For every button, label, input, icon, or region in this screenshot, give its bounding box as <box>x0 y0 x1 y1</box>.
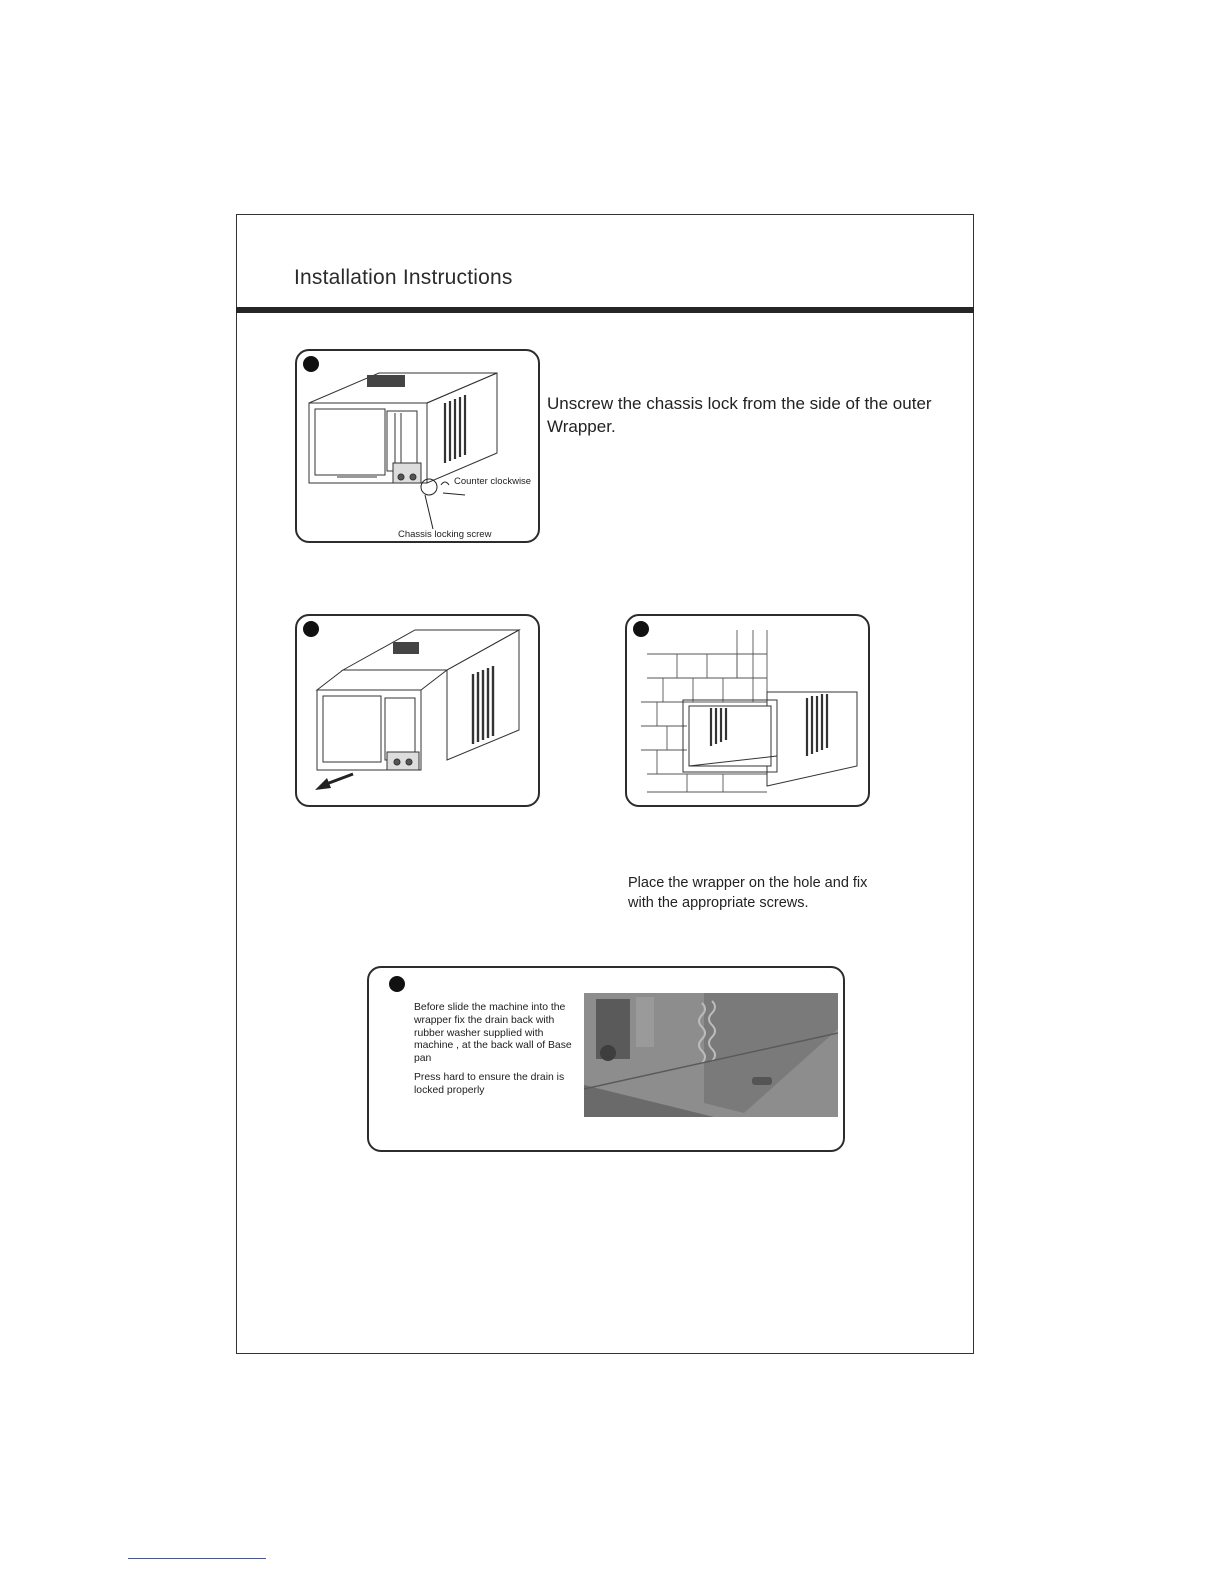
step-4-instructions <box>414 1002 574 1104</box>
wall-wrapper-illustration <box>627 616 870 807</box>
ac-unit-illustration-slide-out <box>297 616 540 807</box>
step-3-instruction: Place the wrapper on the hole and fix with the appropriate screws. <box>628 875 868 911</box>
drain-installation-photo <box>584 993 838 1117</box>
step-3-panel <box>625 614 870 807</box>
chassis-screw-label: Chassis locking screw <box>398 529 492 540</box>
footer-link-underline <box>128 1558 266 1559</box>
step-4-paragraph-2: Press hard to ensure the drain is locked properly <box>414 1071 565 1096</box>
title-rule <box>236 307 974 313</box>
page-title: Installation Instructions <box>294 266 513 289</box>
ac-unit-illustration-chassis-lock <box>297 351 540 543</box>
drain-photo-graphic <box>584 993 838 1117</box>
counter-clockwise-label: Counter clockwise <box>454 476 532 487</box>
step-4-panel <box>367 966 845 1152</box>
step-1-instruction: Unscrew the chassis lock from the side of the outer Wrapper. <box>547 394 932 436</box>
step-4-marker <box>389 976 405 992</box>
step-1-panel <box>295 349 540 543</box>
step-2-panel <box>295 614 540 807</box>
step-4-paragraph-1: Before slide the machine into the wrapper fix the drain back with rubber washer supplied with machine , at the back wall of Base pan <box>414 1002 572 1065</box>
